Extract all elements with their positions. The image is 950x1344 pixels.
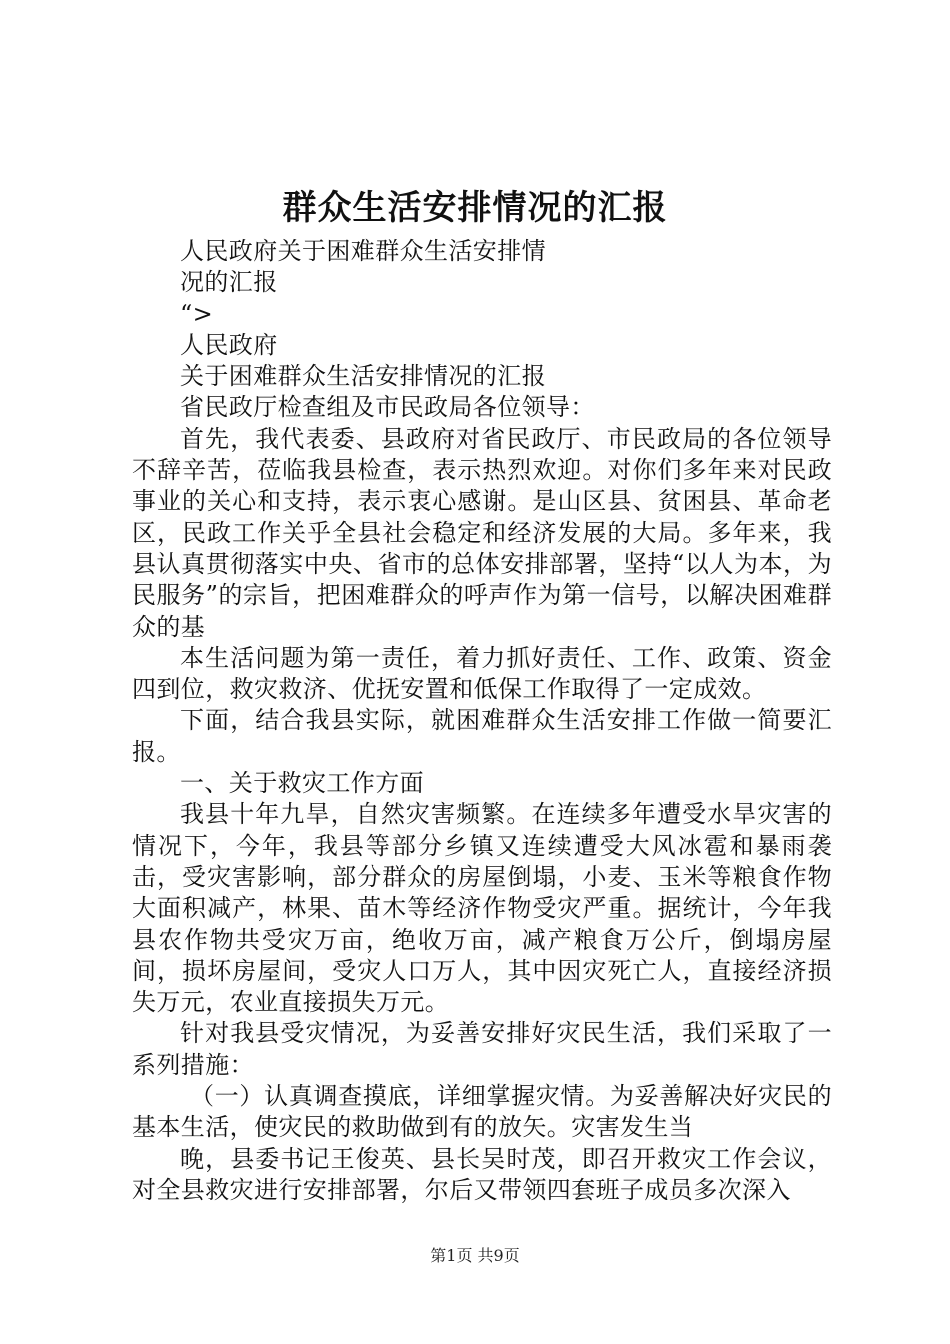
- text-line: 关于困难群众生活安排情况的汇报: [180, 362, 546, 391]
- text-line: “>: [180, 299, 214, 328]
- document-body: [132, 236, 832, 1206]
- text-line: 况的汇报: [180, 268, 278, 297]
- paragraph: 首先，我代表委、县政府对省民政厅、市民政局的各位领导不辞辛苦，莅临我县检查，表示热烈欢迎。对你们多年来对民政事业的关心和支持，表示衷心感谢。是山区县、贫困县、革命老区，民政工作关乎全县社会稳定和经济发展的大局。多年来，我县认真贯彻落实中央、省市的总体安排部署，坚持“以人为本，为民服务”的宗旨，把困难群众的呼声作为第一信号，以解决困难群众的基: [132, 424, 832, 641]
- page-footer: 第1页 共9页: [430, 1246, 520, 1265]
- salutation: 省民政厅检查组及市民政局各位领导：: [180, 393, 595, 422]
- text-line: 人民政府关于困难群众生活安排情: [180, 237, 546, 265]
- text-line: 人民政府: [180, 330, 278, 359]
- document-title: 群众生活安排情况的汇报: [282, 188, 668, 228]
- paragraph: 我县十年九旱，自然灾害频繁。在连续多年遭受水旱灾害的情况下，今年，我县等部分乡镇又连续遭受大风冰雹和暴雨袭击，受灾害影响，部分群众的房屋倒塌，小麦、玉米等粮食作物大面积减产，林果、苗木等经济作物受灾严重。据统计，今年我县农作物共受灾万亩，绝收万亩，减产粮食万公斤，倒塌房屋间，损坏房屋间，受灾人口万人，其中因灾死亡人，直接经济损失万元，农业直接损失万元。: [132, 800, 832, 1017]
- paragraph: （一）认真调查摸底，详细掌握灾情。为妥善解决好灾民的基本生活，使灾民的救助做到有的放矢。灾害发生当: [132, 1082, 832, 1142]
- paragraph: 下面，结合我县实际，就困难群众生活安排工作做一简要汇报。: [132, 706, 832, 766]
- paragraph: 本生活问题为第一责任，着力抓好责任、工作、政策、资金四到位，救灾救济、优抚安置和低保工作取得了一定成效。: [132, 643, 832, 704]
- section-heading: 一、关于救灾工作方面: [180, 769, 424, 798]
- paragraph: 针对我县受灾情况，为妥善安排好灾民生活，我们采取了一系列措施：: [132, 1019, 832, 1079]
- paragraph: 晚，县委书记王俊英、县长吴时茂，即召开救灾工作会议，对全县救灾进行安排部署，尔后又带领四套班子成员多次深入: [132, 1144, 832, 1204]
